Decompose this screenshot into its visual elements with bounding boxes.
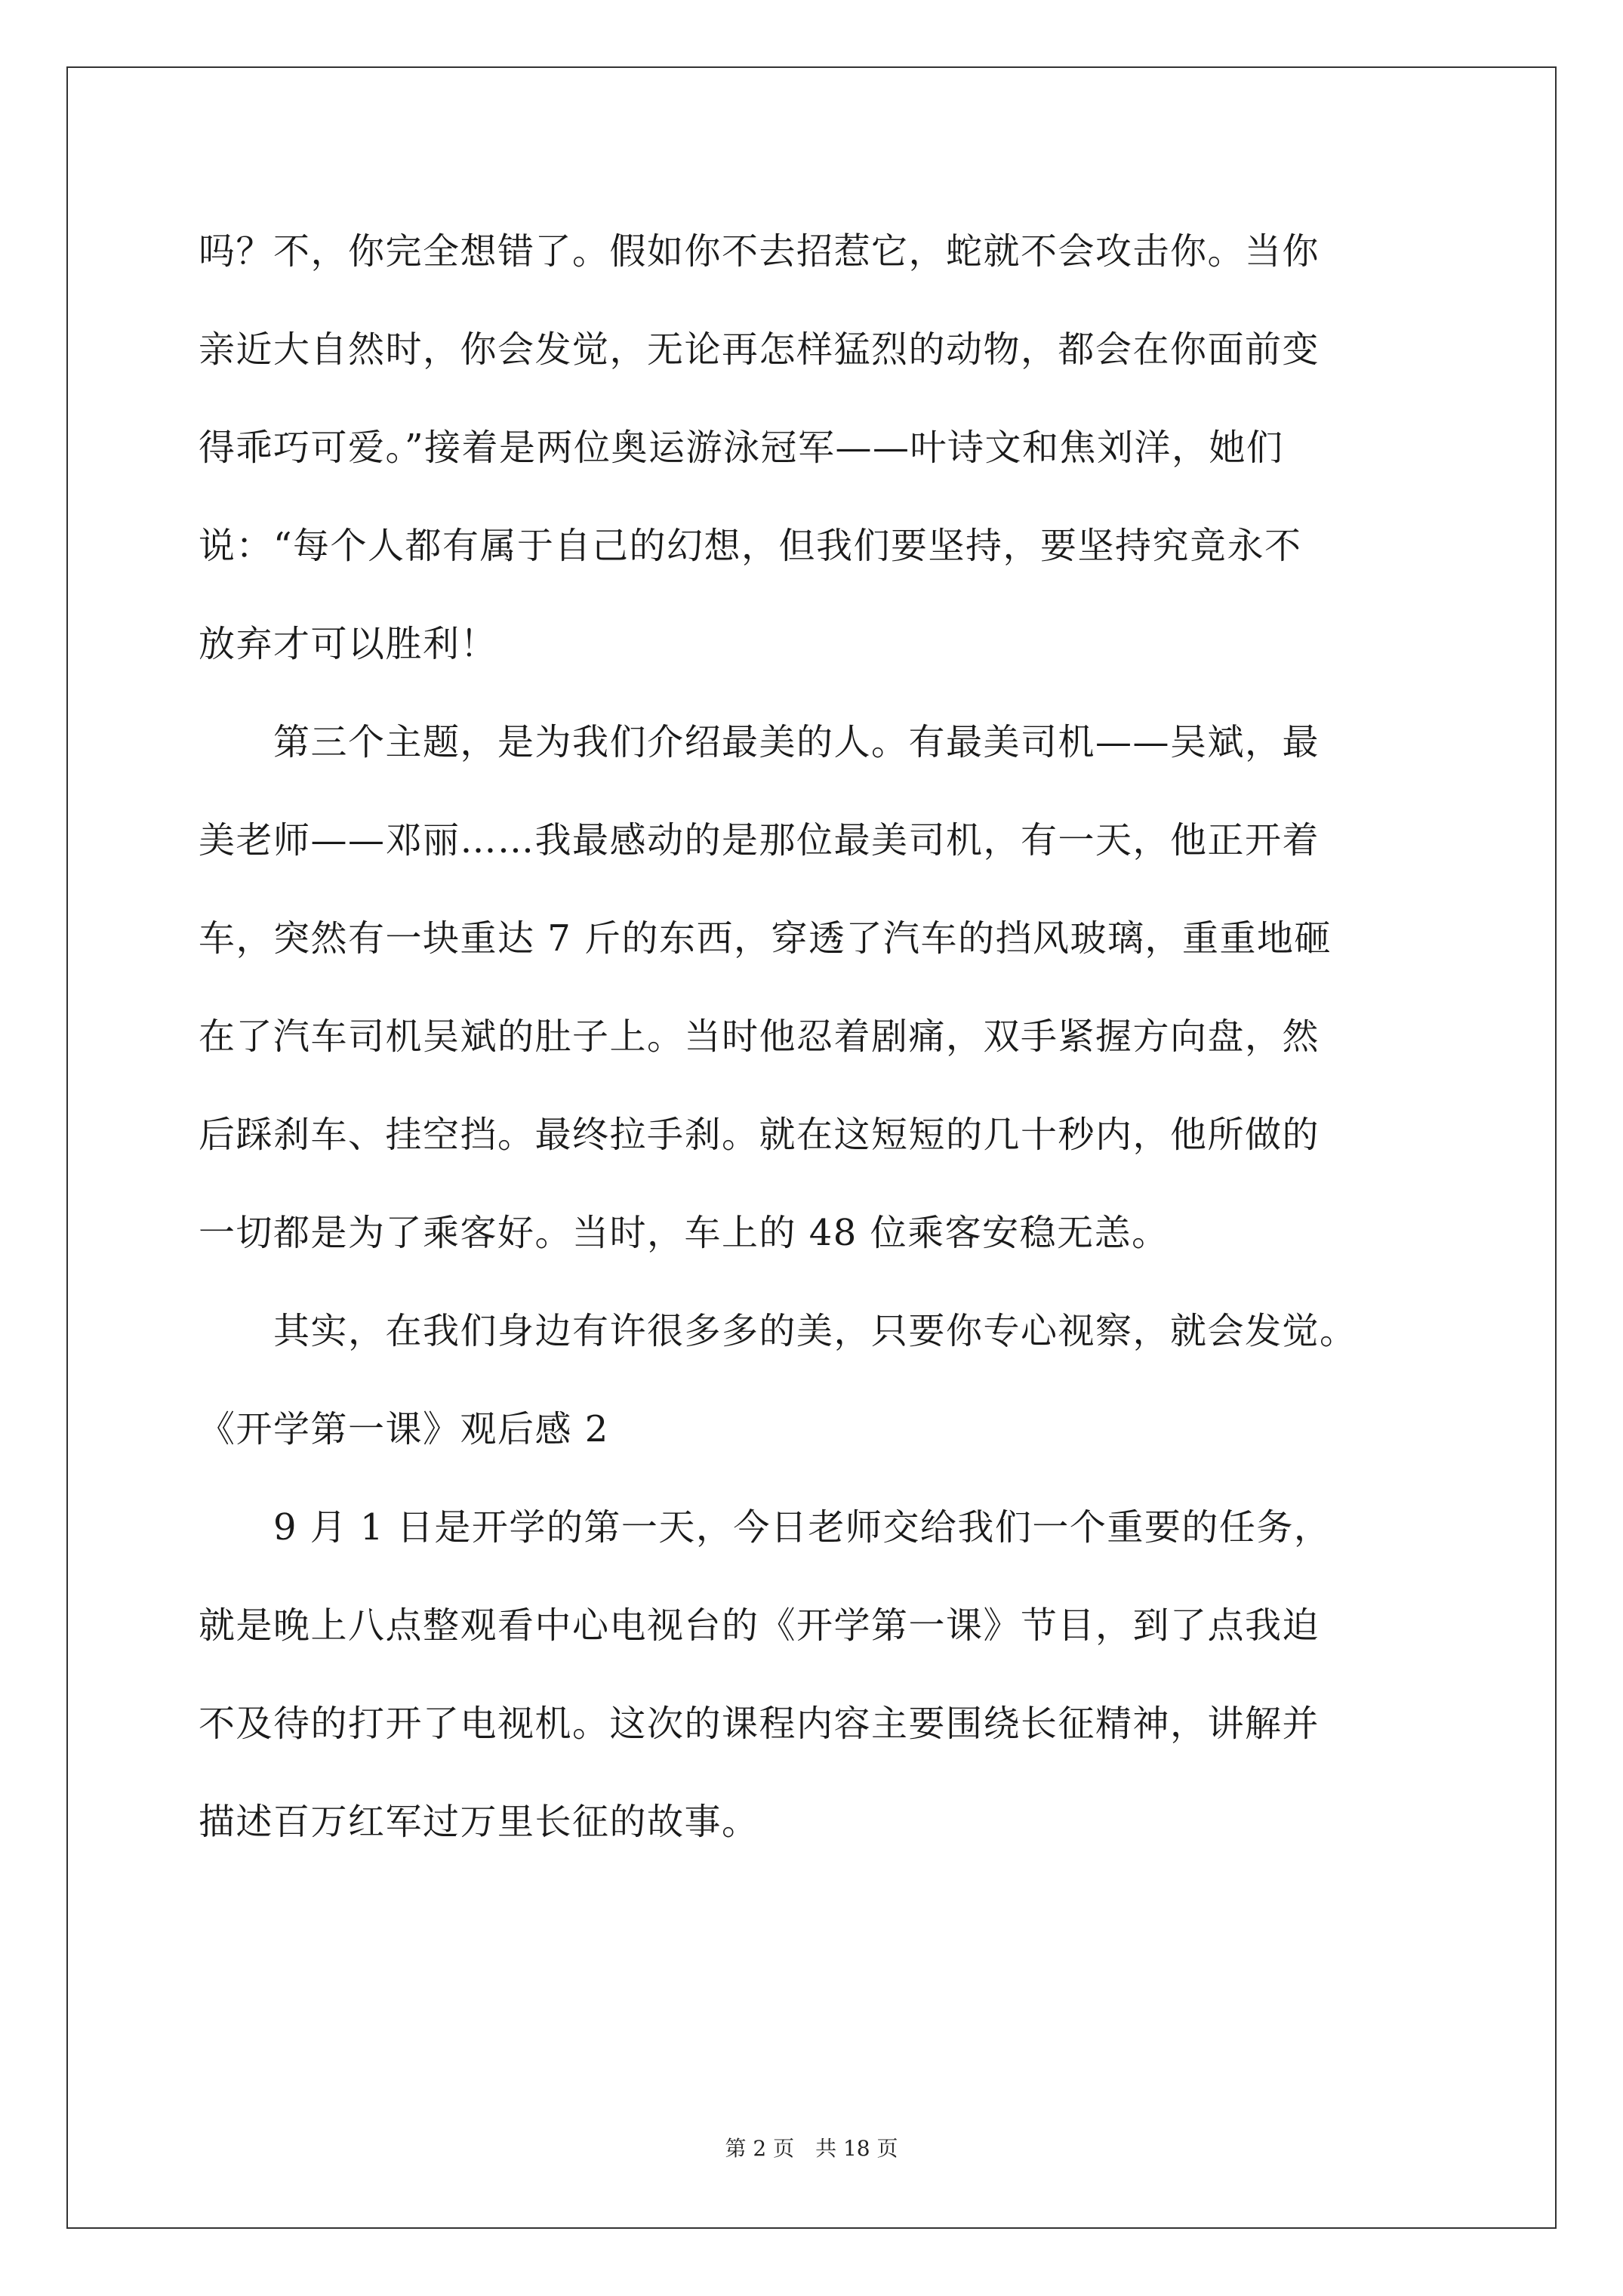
text-line: 后踩刹车、挂空挡。最终拉手刹。就在这短短的几十秒内，他所做的 — [199, 1114, 1320, 1156]
text-line: 在了汽车司机吴斌的肚子上。当时他忍着剧痛，双手紧握方向盘，然 — [199, 1015, 1320, 1058]
text-line: 描述百万红军过万里长征的故事。 — [199, 1801, 759, 1843]
text-line: 其实，在我们身边有许很多多的美，只要你专心视察，就会发觉。 — [199, 1310, 1357, 1352]
text-line: 车，突然有一块重达 7 斤的东西，穿透了汽车的挡风玻璃，重重地砸 — [199, 917, 1332, 960]
text-line: 9 月 1 日是开学的第一天，今日老师交给我们一个重要的任务， — [199, 1506, 1332, 1549]
page-number: 第 2 页 共 18 页 — [725, 2136, 898, 2161]
text-line: 说：“每个人都有属于自己的幻想，但我们要坚持，要坚持究竟永不 — [199, 525, 1302, 567]
text-line: 一切都是为了乘客好。当时，车上的 48 位乘客安稳无恙。 — [199, 1212, 1169, 1254]
text-line: 吗？不，你完全想错了。假如你不去招惹它，蛇就不会攻击你。当你 — [199, 230, 1320, 273]
text-line: 得乖巧可爱。”接着是两位奥运游泳冠军——叶诗文和焦刘洋，她们 — [199, 427, 1284, 469]
section-heading: 《开学第一课》观后感 2 — [199, 1408, 609, 1450]
text-line: 就是晚上八点整观看中心电视台的《开学第一课》节目，到了点我迫 — [199, 1604, 1320, 1647]
text-line: 第三个主题，是为我们介绍最美的人。有最美司机——吴斌，最 — [199, 721, 1320, 763]
text-line: 不及待的打开了电视机。这次的课程内容主要围绕长征精神，讲解并 — [199, 1703, 1320, 1745]
text-line: 放弃才可以胜利！ — [199, 623, 498, 665]
text-line: 亲近大自然时，你会发觉，无论再怎样猛烈的动物，都会在你面前变 — [199, 328, 1320, 371]
text-line: 美老师——邓丽……我最感动的是那位最美司机，有一天，他正开着 — [199, 819, 1320, 861]
